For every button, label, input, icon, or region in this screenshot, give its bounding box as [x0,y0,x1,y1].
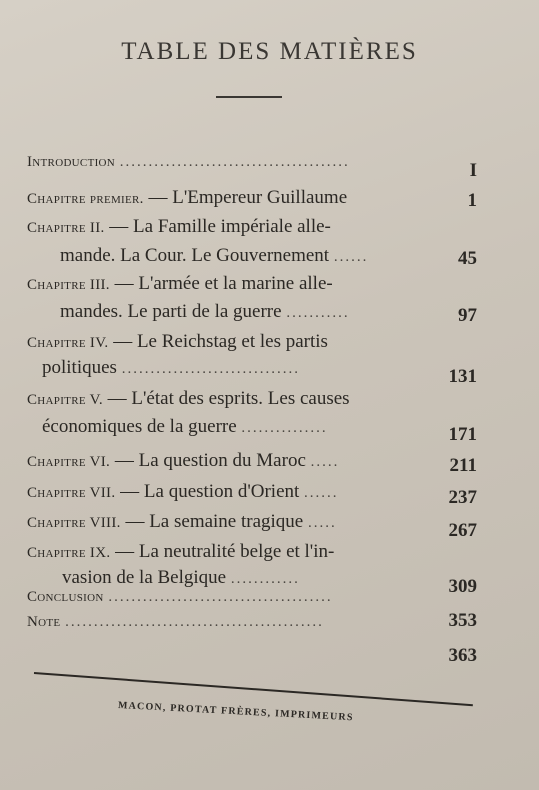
leader-dots: ...... [304,485,339,501]
toc-entry-chapitre-2 [27,216,331,239]
toc-entry-note [27,610,324,633]
toc-entry-chapitre-4 [27,331,328,354]
entry-text: — L'état des esprits. Les causes [107,388,350,409]
toc-entry-continuation [60,245,368,268]
entry-label: Chapitre IV. [27,335,109,351]
entry-label: Chapitre VI. [27,454,111,470]
page-number: 45 [458,248,477,269]
page-title: TABLE DES MATIÈRES [121,38,418,65]
page-number: 1 [467,190,477,211]
entry-text: — La neutralité belge et l'in- [115,541,335,562]
page-number: 237 [448,487,477,508]
entry-label: Conclusion [27,589,104,605]
leader-dots: ...... [333,249,369,265]
entry-label: Chapitre VII. [27,485,116,501]
leader-dots: ............................... [121,361,300,377]
entry-text: vasion de la Belgique [62,567,227,588]
leader-dots: ............... [241,420,328,436]
entry-text: économiques de la guerre [42,416,237,437]
page-number: 353 [448,610,477,631]
toc-entry-chapitre-8 [27,511,337,534]
toc-entry-continuation [42,357,300,380]
entry-label: Chapitre III. [27,277,110,293]
leader-dots: ........................................ [119,154,350,170]
toc-entry-chapitre-5 [27,388,350,411]
leader-dots: ............ [230,571,300,587]
entry-text: politiques [42,357,117,378]
entry-text: — La Famille impériale alle- [109,216,331,237]
page-number: 171 [448,424,477,445]
entry-label: Chapitre VIII. [27,515,121,531]
page-number: 267 [448,520,477,541]
toc-entry-introduction [27,150,350,173]
entry-label: Chapitre V. [27,392,103,408]
printer-imprint: MACON, PROTAT FRÈRES, IMPRIMEURS [117,700,354,724]
entry-text: — La question du Maroc [114,450,306,471]
entry-text: — Le Reichstag et les partis [113,331,328,352]
toc-entry-conclusion [27,585,333,608]
toc-entry-chapitre-6 [27,450,339,473]
leader-dots: ..... [310,454,340,470]
toc-entry-continuation [60,301,350,324]
page-number: 363 [448,645,477,666]
toc-entry-continuation [42,416,328,439]
page-number: 309 [448,576,477,597]
page-number: 97 [458,305,477,326]
toc-entry-chapitre-9 [27,541,334,564]
entry-text: mandes. Le parti de la guerre [60,301,282,322]
page-number: I [469,160,477,181]
entry-text: mande. La Cour. Le Gouvernement [60,245,330,266]
entry-text: — La semaine tragique [125,511,304,532]
entry-label: Note [27,614,61,630]
entry-label: Introduction [27,154,116,170]
entry-label: Chapitre premier. [27,191,144,207]
page-number: 131 [448,366,477,387]
entry-text: — La question d'Orient [120,481,300,502]
toc-entry-chapitre-3 [27,273,333,296]
leader-dots: ........... [286,305,350,321]
entry-label: Chapitre IX. [27,545,111,561]
toc-entry-chapitre-premier [27,187,347,210]
leader-dots: ..... [308,515,337,531]
toc-entry-chapitre-7 [27,481,339,504]
entry-label: Chapitre II. [27,220,105,236]
entry-text: — L'armée et la marine alle- [114,273,333,294]
entry-text: — L'Empereur Guillaume [148,187,348,208]
leader-dots: ....................................... [108,589,333,605]
leader-dots: ............................................. [65,614,324,630]
page-number: 211 [449,455,477,476]
